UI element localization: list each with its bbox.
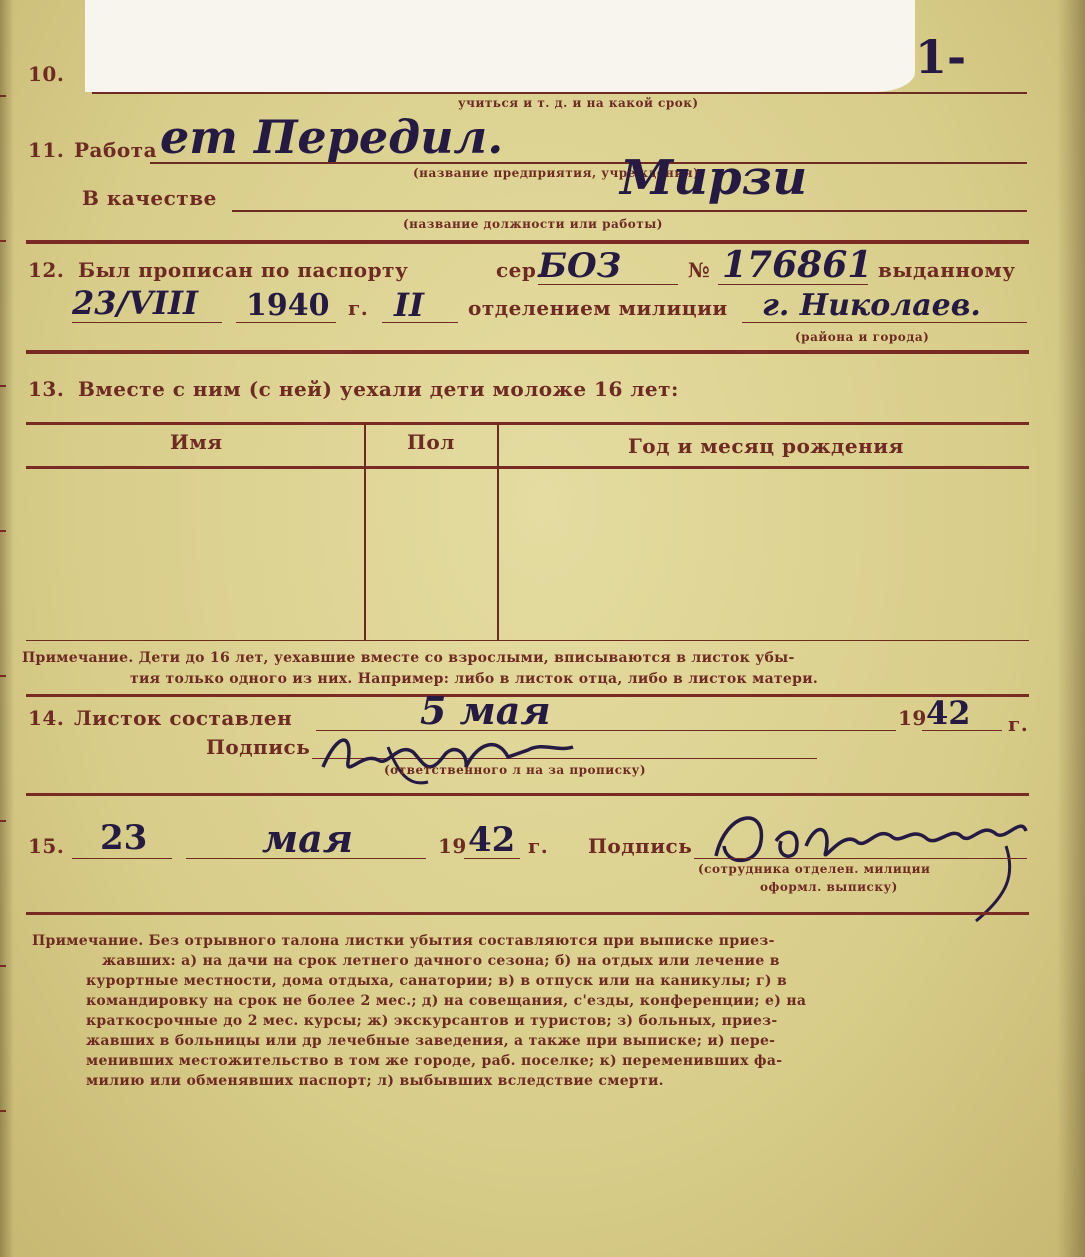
footer-note-line: Примечание. Без отрывного талона листки убытия составляются при выписке приез- (32, 933, 775, 949)
item13-number: 13. (28, 377, 65, 401)
item13-label: Вместе с ним (с ней) уехали дети моложе 16 лет: (78, 377, 679, 401)
margin-dash (0, 820, 6, 822)
item12-number: 12. (28, 258, 65, 282)
police-dept-label: отделением милиции (468, 296, 728, 320)
margin-dash (0, 675, 6, 677)
item14-number: 14. (28, 706, 65, 730)
series-label: сер. (496, 258, 544, 282)
footer-note-line: командировку на срок не более 2 мес.; д) на совещания, с'езды, конференции; е) на (86, 993, 807, 1009)
discharge-day-value: 23 (100, 818, 148, 858)
passport-number-value: 176861 (722, 244, 873, 286)
paper-edge-left (0, 0, 14, 1257)
margin-dash (0, 385, 6, 387)
issue-date-line (72, 322, 222, 323)
margin-dash (0, 1110, 6, 1112)
in-quality-label: В качестве (82, 186, 217, 210)
discharge-day-line (72, 858, 172, 859)
item11-line (150, 162, 1027, 164)
children-table-col-divider (497, 425, 499, 640)
item14-label: Листок составлен (74, 706, 293, 730)
item15-sign-caption1: (сотрудника отделен. милиции (698, 862, 931, 876)
item15-signature (706, 796, 1036, 926)
covered-area-patch (85, 0, 915, 92)
position-line (232, 210, 1027, 212)
section-divider (26, 350, 1029, 354)
column-header-name: Имя (170, 430, 223, 454)
margin-dash (0, 95, 6, 97)
issue-year-suffix: г. (348, 296, 369, 320)
city-value: г. Николаев. (762, 288, 981, 323)
column-header-sex: Пол (407, 430, 455, 454)
city-line (742, 322, 1027, 323)
item10-line (92, 92, 1027, 94)
compiled-year-line (922, 730, 1002, 731)
issue-date-value: 23/VIII (72, 284, 198, 322)
discharge-year-line (464, 858, 520, 859)
footer-note-line: жавших в больницы или др лечебные заведения, а также при выписке; и) пере- (86, 1033, 776, 1049)
item14-sign-label: Подпись (206, 735, 311, 759)
item15-sign-label: Подпись (588, 834, 693, 858)
compiled-year-suffix: г. (1008, 712, 1029, 736)
police-dept-value: II (394, 286, 424, 324)
margin-dash (0, 965, 6, 967)
item14-signature (318, 722, 588, 792)
discharge-year-suffix: г. (528, 834, 549, 858)
children-table-header-rule (26, 466, 1029, 469)
issue-year-line (236, 322, 336, 323)
number-line (718, 284, 868, 285)
footer-note-line: милию или обменявших паспорт; л) выбывших вследствие смерти. (86, 1073, 664, 1089)
item13-note-line1: Примечание. Дети до 16 лет, уехавшие вместе со взрослыми, вписываются в листок убы- (22, 650, 795, 666)
issued-label: выданному (878, 258, 1016, 282)
children-table-col-divider (364, 425, 366, 640)
item14-sign-caption: (ответственного л на за прописку) (384, 763, 647, 777)
margin-dash (0, 530, 6, 532)
series-line (538, 284, 678, 285)
position-handwritten: Мирзи (620, 150, 808, 206)
number-label: № (688, 258, 711, 282)
issue-year-value: 1940 (246, 288, 330, 323)
item10-caption: учиться и т. д. и на какой срок) (458, 96, 699, 110)
item15-number: 15. (28, 834, 65, 858)
compiled-year-value: 42 (926, 694, 971, 732)
corner-mark: 1- (915, 30, 967, 84)
item15-sign-line (694, 858, 1027, 859)
children-table-top (26, 422, 1029, 425)
footer-note-line: жавших: а) на дачи на срок летнего дачного сезона; б) на отдых или лечение в (102, 953, 780, 969)
item12-label: Был прописан по паспорту (78, 258, 409, 282)
discharge-year-value: 42 (468, 820, 516, 860)
section-divider (26, 240, 1029, 244)
margin-dash (0, 240, 6, 242)
item15-sign-caption2: оформл. выписку) (760, 880, 898, 894)
item10-number: 10. (28, 62, 65, 86)
footer-note-line: краткосрочные до 2 мес. курсы; ж) экскурсантов и туристов; з) больных, приез- (86, 1013, 778, 1029)
children-table-bottom (26, 640, 1029, 641)
footer-note-line: курортные местности, дома отдыха, санатории; в) в отпуск или на каникулы; г) в (86, 973, 788, 989)
compiled-date-value: 5 мая (420, 688, 551, 733)
item11-label: Работа (74, 138, 158, 162)
compiled-year-prefix: 19 (898, 706, 927, 730)
item11-caption-position: (название должности или работы) (403, 217, 663, 231)
item11-number: 11. (28, 138, 65, 162)
series-value: БОЗ (538, 246, 622, 286)
footer-note-line: менивших местожительство в том же городе, раб. поселке; к) переменивших фа- (86, 1053, 783, 1069)
item11-caption-enterprise: (название предприятия, учреждения) (413, 166, 700, 180)
discharge-month-line (186, 858, 426, 859)
city-caption: (района и города) (795, 330, 930, 344)
column-header-birth: Год и месяц рождения (628, 434, 904, 458)
item11-workplace-handwritten: ет Передил. (160, 110, 504, 164)
discharge-year-prefix: 19 (438, 834, 467, 858)
section-divider (26, 912, 1029, 915)
paper-edge-right (1057, 0, 1085, 1257)
police-dept-line (382, 322, 458, 323)
item13-note-line2: тия только одного из них. Например: либо в листок отца, либо в листок матери. (130, 671, 819, 687)
discharge-month-value: мая (262, 816, 353, 861)
